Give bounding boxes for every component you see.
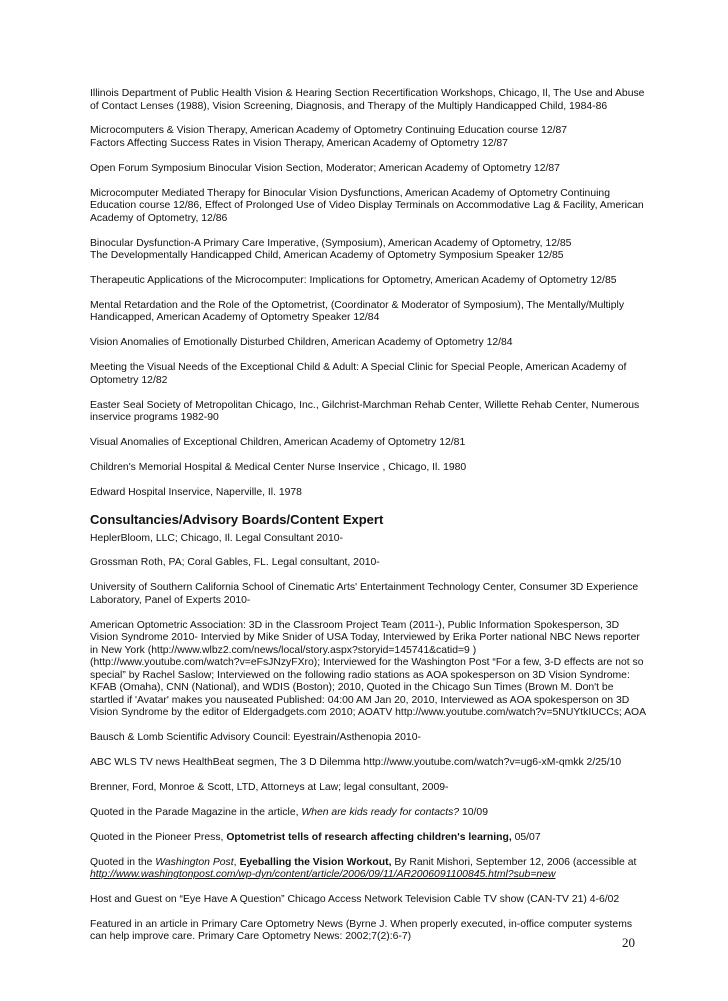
entry-line: can help improve care. Primary Care Optometry News: 2002;7(2):6-7) <box>90 931 412 943</box>
consultancy-entry <box>90 732 642 745</box>
wapo-paper-name: Washington Post <box>155 856 234 868</box>
entry-line: Vision Anomalies of Emotionally Disturbed Children, American Academy of Optometry 12/84 <box>90 337 513 349</box>
media-entry <box>90 894 642 907</box>
wapo-byline: By Ranit Mishori, September 12, 2006 (accessible at <box>391 856 637 868</box>
presentation-entry <box>90 400 642 425</box>
consultancy-entry <box>90 557 642 570</box>
presentation-entry <box>90 437 642 450</box>
presentation-entry <box>90 487 642 500</box>
consultancy-entry <box>90 533 642 546</box>
pioneer-date: 05/07 <box>511 831 541 843</box>
media-entry <box>90 919 642 944</box>
entry-line: American Optometric Association: 3D in the Classroom Project Team (2011-), Public Information Spokesperson, 3D <box>90 619 620 631</box>
entry-line: Easter Seal Society of Metropolitan Chicago, Inc., Gilchrist-Marchman Rehab Center, Willette Rehab Center, Numerous <box>90 399 640 411</box>
entry-washington-post-quote <box>90 857 642 882</box>
entry-line: Laboratory, Panel of Experts 2010- <box>90 594 251 606</box>
cv-content <box>90 88 647 956</box>
consultancies-list <box>90 532 647 795</box>
entry-line: special” by Rachel Saslow; Interviewed on the following radio stations as AOA spokesperson on 3D Vision Syndrome: <box>90 669 630 681</box>
entry-line: Microcomputers & Vision Therapy, American Academy of Optometry Continuing Education course 12/87 <box>90 125 568 137</box>
entry-line: Featured in an article in Primary Care Optometry News (Byrne J. When properly executed, in-office computer systems <box>90 918 633 930</box>
entry-line: Host and Guest on “Eye Have A Question” Chicago Access Network Television Cable TV show (CAN-TV 21) 4-6/02 <box>90 893 620 905</box>
presentation-entry <box>90 337 642 350</box>
entry-line: Meeting the Visual Needs of the Exceptional Child & Adult: A Special Clinic for Special People, American Academy of <box>90 362 627 374</box>
entry-line: Vision Syndrome 2010- Intervied by Mike Snider of USA Today, Interviewed by Erika Porter national NBC News reporter <box>90 632 640 644</box>
presentation-entry <box>90 188 642 226</box>
entry-line: Microcomputer Mediated Therapy for Binocular Vision Dysfunctions, American Academy of Optometry Continuing <box>90 187 610 199</box>
page-number: 20 <box>622 935 635 950</box>
entry-line: Vision Syndrome by the editor of Eldergadgets.com 2010; AOATV http://www.youtube.com/watch?v=5NUYtkIUCCs; AOA <box>90 707 647 719</box>
entry-line: KFAB (Omaha), CNN (National), and WDIS (Boston); 2010, Quoted in the Chicago Sun Times (Brown M. Don't be <box>90 682 614 694</box>
consultancy-entry <box>90 619 647 720</box>
entry-line: Handicapped, American Academy of Optometry Speaker 12/84 <box>90 312 380 324</box>
pioneer-prefix: Quoted in the Pioneer Press, <box>90 831 227 843</box>
entry-line: ABC WLS TV news HealthBeat segmen, The 3 D Dilemma http://www.youtube.com/watch?v=ug6-xM-qmkk 2/25/10 <box>90 757 622 769</box>
entry-line: Illinois Department of Public Health Vision & Hearing Section Recertification Workshops, Chicago, Il, The Use and Abuse <box>90 88 645 99</box>
presentations-list <box>90 88 645 499</box>
media-list <box>90 894 642 944</box>
consultancy-entry <box>90 782 642 795</box>
entry-line: Visual Anomalies of Exceptional Children, American Academy of Optometry 12/81 <box>90 436 466 448</box>
entry-line: Academy of Optometry, 12/86 <box>90 212 228 224</box>
wapo-line-1 <box>90 857 642 870</box>
wapo-separator: , <box>233 856 240 868</box>
entry-line: Children's Memorial Hospital & Medical Center Nurse Inservice , Chicago, Il. 1980 <box>90 461 467 473</box>
entry-line: Brenner, Ford, Monroe & Scott, LTD, Attorneys at Law; legal consultant, 2009- <box>90 781 449 793</box>
entry-parade-quote <box>90 807 642 820</box>
entry-line: Mental Retardation and the Role of the Optometrist, (Coordinator & Moderator of Symposium), The Mentally/Multiply <box>90 299 625 311</box>
presentation-entry <box>90 362 642 387</box>
consultancy-entry <box>90 582 642 607</box>
entry-line: (http://www.youtube.com/watch?v=eFsJNzyFXro); Interviewed for the Washington Post “For a few, 3-D effects are not so <box>90 657 644 669</box>
wapo-article-link[interactable]: http://www.washingtonpost.com/wp-dyn/content/article/2006/09/11/AR2006091100845.html?sub=new <box>90 869 556 881</box>
wapo-prefix: Quoted in the <box>90 856 156 868</box>
entry-line: Education course 12/86, Effect of Prolonged Use of Video Display Terminals on Accommodative Lag & Facility, American <box>90 200 644 212</box>
entry-pioneer-quote <box>90 832 642 845</box>
entry-line: HeplerBloom, LLC; Chicago, Il. Legal Consultant 2010- <box>90 532 343 544</box>
section-heading-consultancies: Consultancies/Advisory Boards/Content Expert <box>90 511 384 527</box>
presentation-entry <box>90 125 642 150</box>
entry-line: startled if 'Avatar' makes you nauseated Published: 04:00 AM Jan 20, 2010, Interviewed as AOA spokesperson on 3D <box>90 694 630 706</box>
parade-prefix: Quoted in the Parade Magazine in the article, <box>90 806 302 818</box>
entry-line: of Contact Lenses (1988), Vision Screening, Diagnosis, and Therapy of the Multiply Handicapped Child, 1984-86 <box>90 100 608 112</box>
presentation-entry <box>90 88 645 113</box>
entry-line: Open Forum Symposium Binocular Vision Section, Moderator; American Academy of Optometry 12/87 <box>90 162 560 174</box>
presentation-entry <box>90 462 642 475</box>
parade-article-title: When are kids ready for contacts? <box>301 806 460 818</box>
consultancy-entry <box>90 757 642 770</box>
pioneer-article-title: Optometrist tells of research affecting children's learning, <box>226 831 512 843</box>
presentation-entry <box>90 238 642 263</box>
entry-line: inservice programs 1982-90 <box>90 412 219 424</box>
entry-line: Bausch & Lomb Scientific Advisory Council: Eyestrain/Asthenopia 2010- <box>90 732 421 744</box>
entry-line: The Developmentally Handicapped Child, American Academy of Optometry Symposium Speaker 12/85 <box>90 250 564 262</box>
entry-line: Optometry 12/82 <box>90 374 168 386</box>
entry-line: in New York (http://www.wlbz2.com/news/local/story.aspx?storyid=145741&catid=9 ) <box>90 644 477 656</box>
wapo-article-title: Eyeballing the Vision Workout, <box>239 856 392 868</box>
entry-line: Therapeutic Applications of the Microcomputer: Implications for Optometry, American Academy of Optometry 12/85 <box>90 274 617 286</box>
presentation-entry <box>90 275 642 288</box>
presentation-entry <box>90 163 642 176</box>
entry-line: University of Southern California School of Cinematic Arts' Entertainment Technology Center, Consumer 3D Experience <box>90 582 639 594</box>
entry-line: Factors Affecting Success Rates in Vision Therapy, American Academy of Optometry 12/87 <box>90 137 508 149</box>
presentation-entry <box>90 300 642 325</box>
entry-line: Binocular Dysfunction-A Primary Care Imperative, (Symposium), American Academy of Optometry, 12/85 <box>90 237 572 249</box>
parade-date: 10/09 <box>459 806 488 818</box>
entry-line: Grossman Roth, PA; Coral Gables, FL. Legal consultant, 2010- <box>90 557 380 569</box>
entry-line: Edward Hospital Inservice, Naperville, Il. 1978 <box>90 486 302 498</box>
